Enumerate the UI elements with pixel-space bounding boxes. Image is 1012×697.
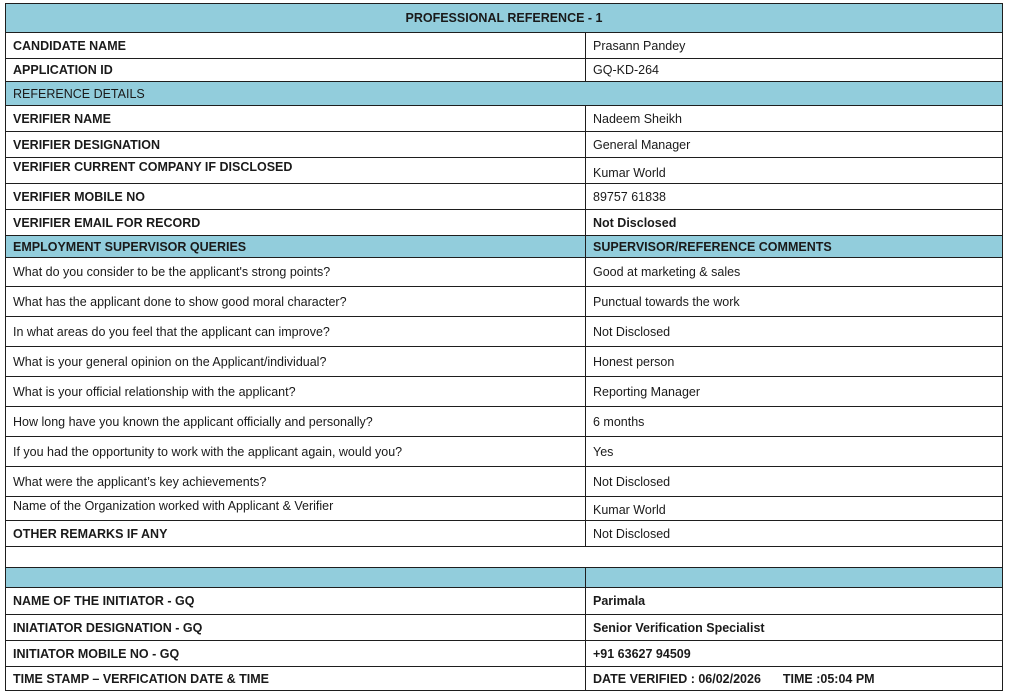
query-answer: Kumar World: [593, 503, 666, 517]
application-id-label: APPLICATION ID: [6, 59, 586, 81]
initiator-mobile-value: +91 63627 94509: [593, 646, 691, 661]
verifier-email-label: VERIFIER EMAIL FOR RECORD: [6, 210, 586, 235]
timestamp-value: [586, 667, 1002, 690]
initiator-mobile-row: [6, 641, 1002, 667]
timestamp-row: [6, 667, 1002, 690]
initiator-band-row: [6, 568, 1002, 588]
initiator-designation-label: INIATIATOR DESIGNATION - GQ: [6, 615, 586, 640]
candidate-name-value: Prasann Pandey: [593, 38, 686, 53]
timestamp-label: TIME STAMP – VERFICATION DATE & TIME: [6, 667, 586, 690]
query-answer: Not Disclosed: [593, 324, 671, 339]
query-question: What has the applicant done to show good moral character?: [6, 287, 586, 316]
query-row: [6, 347, 1002, 377]
verifier-mobile-label: VERIFIER MOBILE NO: [6, 184, 586, 209]
query-question: What is your general opinion on the Applicant/individual?: [6, 347, 586, 376]
initiator-designation-row: [6, 615, 1002, 641]
verifier-company-row: [6, 158, 1002, 184]
other-remarks-row: [6, 521, 1002, 547]
query-row: [6, 258, 1002, 287]
query-row: [6, 287, 1002, 317]
query-answer: 6 months: [593, 414, 645, 429]
spacer-row: [6, 547, 1002, 568]
query-row: [6, 377, 1002, 407]
query-answer: Honest person: [593, 354, 675, 369]
query-question: What do you consider to be the applicant's strong points?: [6, 258, 586, 286]
query-row: [6, 497, 1002, 521]
initiator-name-label: NAME OF THE INITIATOR - GQ: [6, 588, 586, 614]
query-question: How long have you known the applicant officially and personally?: [6, 407, 586, 436]
verifier-name-value: Nadeem Sheikh: [593, 111, 682, 126]
professional-reference-table: [5, 3, 1003, 691]
query-question: In what areas do you feel that the applicant can improve?: [6, 317, 586, 346]
verifier-name-row: [6, 106, 1002, 132]
verifier-mobile-value: 89757 61838: [593, 189, 666, 204]
empty-band-cell-left: [6, 568, 586, 587]
verifier-company-label: VERIFIER CURRENT COMPANY IF DISCLOSED: [6, 158, 586, 183]
query-question: If you had the opportunity to work with the applicant again, would you?: [6, 437, 586, 466]
queries-column-header: EMPLOYMENT SUPERVISOR QUERIES: [6, 236, 586, 257]
other-remarks-label: OTHER REMARKS IF ANY: [6, 521, 586, 546]
query-row: [6, 467, 1002, 497]
query-question: Name of the Organization worked with Applicant & Verifier: [6, 497, 586, 520]
reference-details-label: REFERENCE DETAILS: [13, 86, 145, 101]
initiator-designation-value: Senior Verification Specialist: [593, 620, 765, 635]
query-row: [6, 437, 1002, 467]
query-answer: Punctual towards the work: [593, 294, 740, 309]
candidate-name-row: [6, 33, 1002, 59]
page-title: PROFESSIONAL REFERENCE - 1: [405, 11, 603, 25]
verifier-mobile-row: [6, 184, 1002, 210]
verifier-email-row: [6, 210, 1002, 236]
date-verified: DATE VERIFIED : 06/02/2026: [593, 671, 761, 686]
time-verified: TIME :05:04 PM: [782, 671, 875, 686]
initiator-name-row: [6, 588, 1002, 615]
application-id-row: [6, 59, 1002, 82]
initiator-name-value: Parimala: [593, 594, 646, 608]
verifier-designation-value: General Manager: [593, 137, 691, 152]
query-question: What were the applicant’s key achievements?: [6, 467, 586, 496]
candidate-name-label: CANDIDATE NAME: [6, 33, 586, 58]
query-answer: Reporting Manager: [593, 384, 701, 399]
verifier-name-label: VERIFIER NAME: [6, 106, 586, 131]
other-remarks-value: Not Disclosed: [593, 526, 671, 541]
queries-header-row: [6, 236, 1002, 258]
initiator-mobile-label: INITIATOR MOBILE NO - GQ: [6, 641, 586, 666]
query-answer: Yes: [593, 444, 614, 459]
verifier-designation-label: VERIFIER DESIGNATION: [6, 132, 586, 157]
title-row: [6, 4, 1002, 33]
empty-cell: [6, 547, 1002, 567]
query-row: [6, 317, 1002, 347]
query-answer: Not Disclosed: [593, 474, 671, 489]
comments-column-header: SUPERVISOR/REFERENCE COMMENTS: [593, 239, 832, 254]
reference-details-section: [6, 82, 1002, 106]
verifier-email-value: Not Disclosed: [593, 215, 677, 230]
query-question: What is your official relationship with the applicant?: [6, 377, 586, 406]
application-id-value: GQ-KD-264: [593, 63, 659, 77]
query-answer: Good at marketing & sales: [593, 265, 741, 279]
query-row: [6, 407, 1002, 437]
verifier-designation-row: [6, 132, 1002, 158]
empty-band-cell-right: [586, 568, 1002, 587]
verifier-company-value: Kumar World: [593, 166, 666, 180]
